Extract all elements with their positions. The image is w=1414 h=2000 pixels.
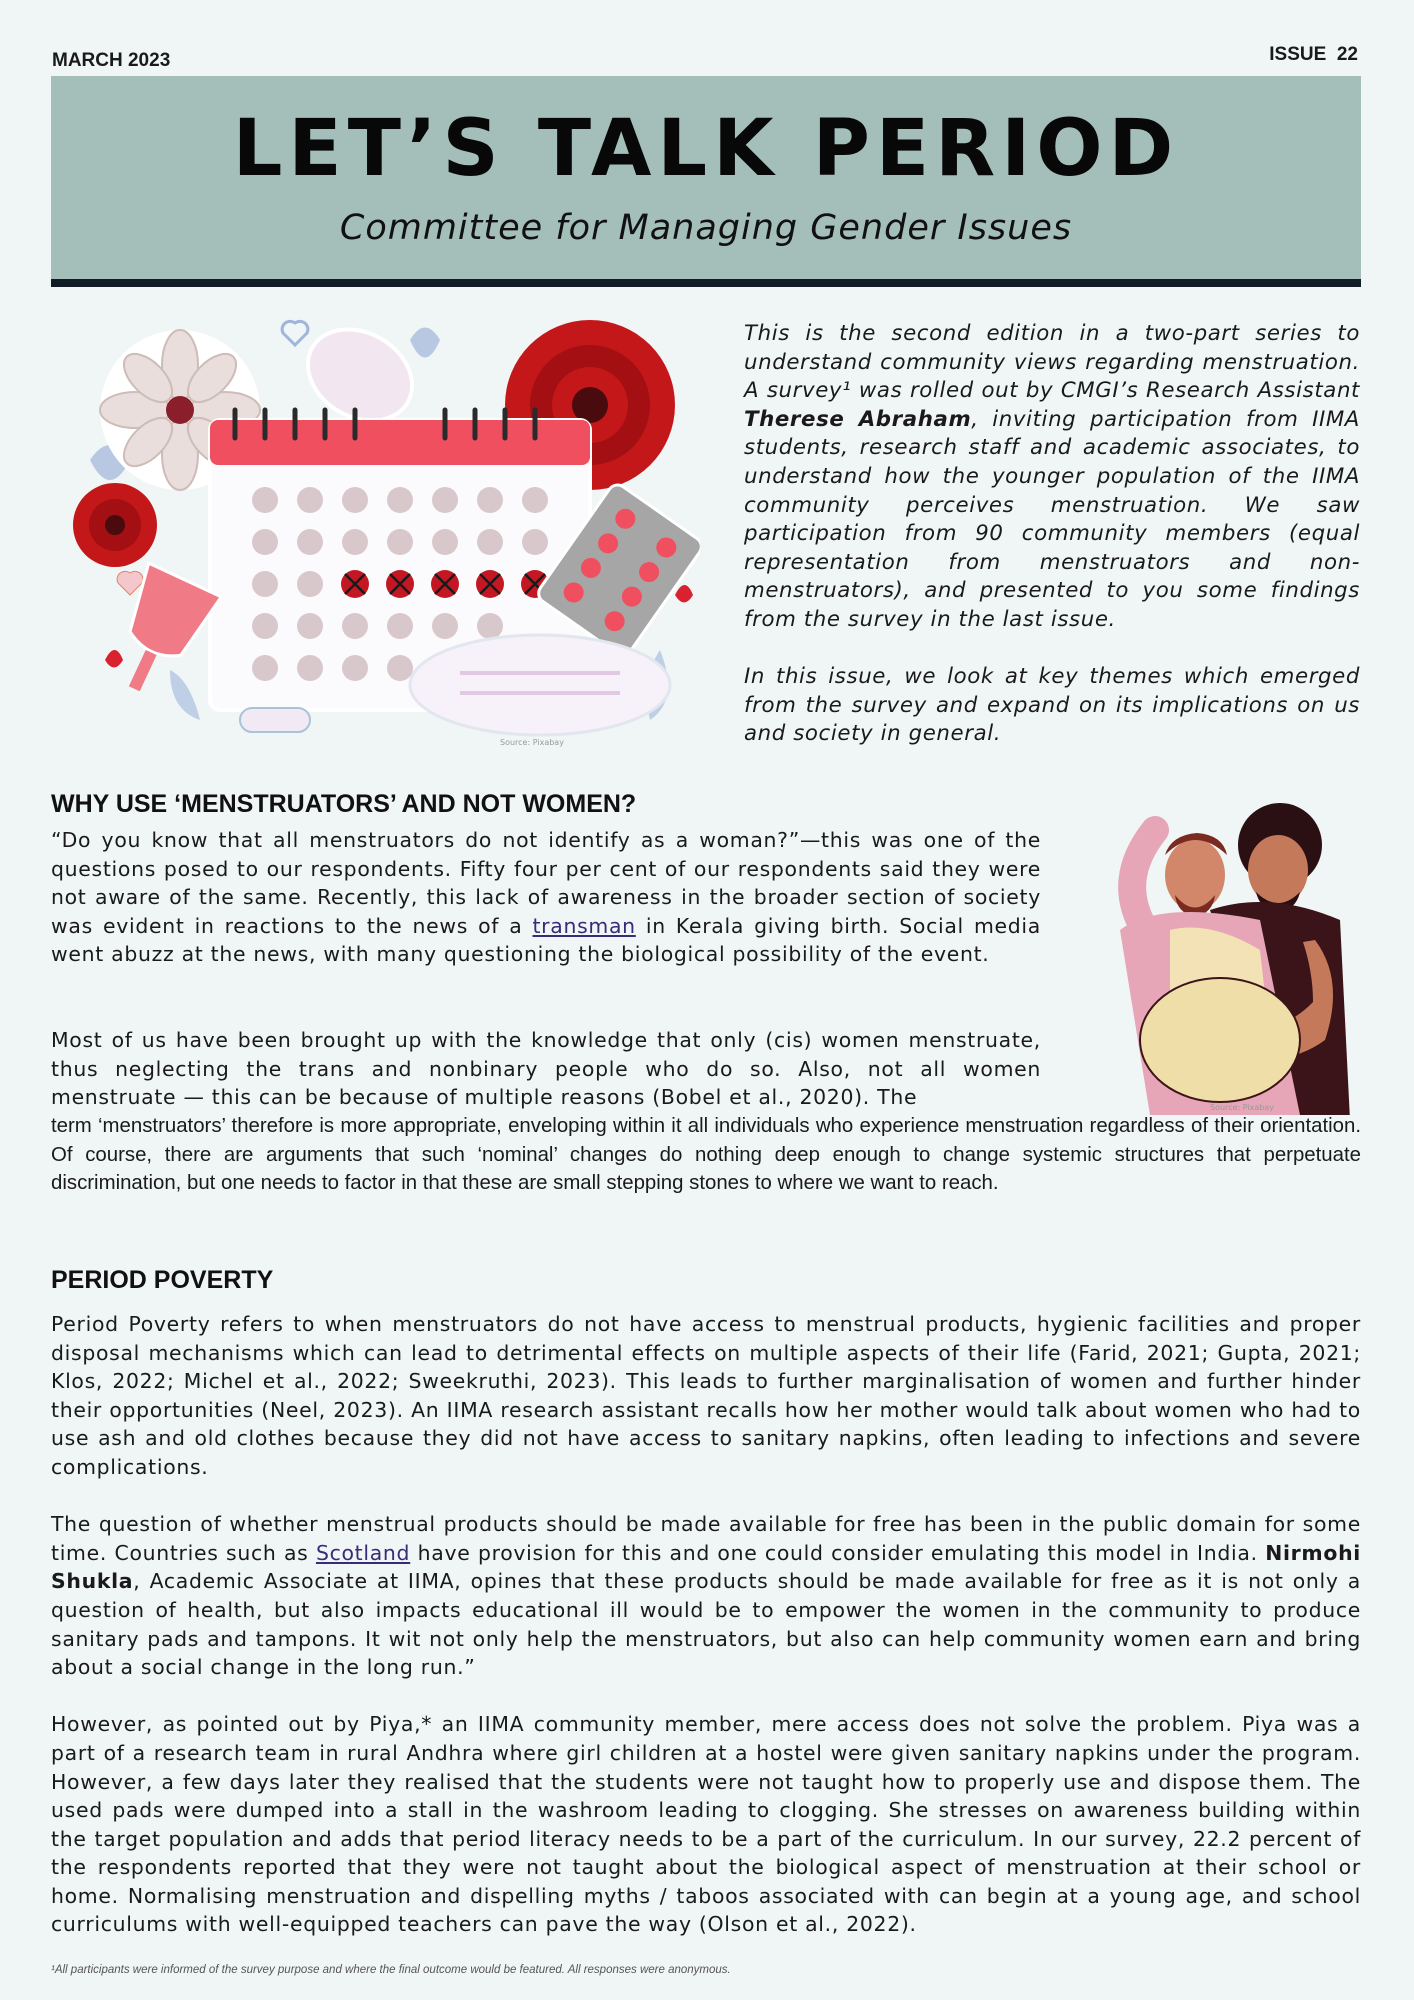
- menstruation-calendar-illustration: [60, 310, 700, 750]
- intro-text: [744, 320, 1360, 749]
- pregnant-transman-couple-illustration: [1060, 800, 1360, 1115]
- section2-paragraph-1: Period Poverty refers to when menstruators do not have access to menstrual products, hygienic facilities and proper disposal mechanisms which can lead to detrimental effects on multiple aspects of their life (Farid, 2021; Gupta, 2021; Klos, 2022; Michel et al., 2022; Sweekruthi, 2023). This leads to further marginalisation of women and further hinder their opportunities (Neel, 2023). An IIMA research assistant recalls how her mother would talk about women who had to use ash and old clothes because they did not have access to sanitary napkins, often leading to infections and severe complications.: [51, 1312, 1361, 1479]
- section2-paragraph-2: The question of whether menstrual products should be made available for free has been in the public domain for some time. Countries such as Scotland have provision for this and one could consider emulating this model in India. Nirmohi Shukla, Academic Associate at IIMA, opines that these products should be made available for free as it is not only a question of health, but also impacts educational ill would be to empower the women in the community to produce sanitary pads and tampons. It wit not only help the menstruators, but also can help community women earn and bring about a social change in the long run.”: [51, 1512, 1361, 1680]
- intro-paragraph-2: In this issue, we look at key themes which emerged from the survey and expand on its implications on us and society in general.: [744, 664, 1360, 747]
- researcher-name: Therese Abraham: [744, 406, 972, 432]
- footnote: ¹All participants were informed of the survey purpose and where the final outcome would be featured. All responses were anonymous.: [51, 1964, 731, 1976]
- section-heading-period-poverty: PERIOD POVERTY: [51, 1266, 274, 1294]
- section2-body: [51, 1310, 1361, 1939]
- section2-paragraph-3: However, as pointed out by Piya,* an IIMA community member, mere access does not solve the problem. Piya was a part of a research team in rural Andhra where girl children at a hostel were given sanitary napkins under the program. However, a few days later they realised that the students were not taught how to properly use and dispose them. The used pads were dumped into a stall in the washroom leading to clogging. She stresses on awareness building within the target population and adds that period literacy needs to be a part of the curriculum. In our survey, 22.2 percent of the respondents reported that they were not taught about the biological aspect of menstruation at their school or home. Normalising menstruation and dispelling myths / taboos associated with can begin at a young age, and school curriculums with well-equipped teachers can pave the way (Olson et al., 2022).: [51, 1712, 1361, 1937]
- couple-credit: Source: Pixabay: [1210, 1103, 1274, 1112]
- newsletter-subtitle: Committee for Managing Gender Issues: [339, 208, 1073, 248]
- top-line: [52, 44, 1362, 74]
- masthead: [51, 76, 1361, 287]
- scotland-link[interactable]: Scotland: [315, 1540, 411, 1565]
- transman-link[interactable]: transman: [532, 913, 636, 938]
- section1-paragraph-2-start: Most of us have been brought up with the knowledge that only (cis) women menstruate, thus neglecting the trans and nonbinary people who do so. Also, not all women menstruate — this can be because of multiple reasons (Bobel et al., 2020). The: [51, 1028, 1041, 1110]
- section-heading-menstruators: WHY USE ‘MENSTRUATORS’ AND NOT WOMEN?: [51, 790, 637, 818]
- quoted-person-name: Nirmohi Shukla: [51, 1540, 1361, 1594]
- issue-number: ISSUE 22: [1269, 44, 1358, 65]
- section1-paragraph-2-end: term ‘menstruators’ therefore is more appropriate, enveloping within it all individuals who experience menstruation regardless of their orientation. Of course, there are arguments that such ‘nominal’ changes do nothing deep enough to change systemic structures that perpetuate discrimination, but one needs to factor in that these are small stepping stones to where we want to reach.: [51, 1115, 1361, 1195]
- hero-credit: Source: Pixabay: [500, 738, 564, 747]
- newsletter-title: LET’S TALK PERIOD: [232, 104, 1180, 194]
- issue-date: MARCH 2023: [52, 50, 171, 71]
- section1-paragraph-1: “Do you know that all menstruators do not identify as a woman?”—this was one of the questions posed to our respondents. Fifty four per cent of our respondents said they were not aware of the same. Recently, this lack of awareness in the broader section of society was evident in reactions to the news of a transman in Kerala giving birth. Social media went abuzz at the news, with many questioning the biological possibility of the event.: [51, 828, 1041, 967]
- intro-paragraph-1: This is the second edition in a two-part series to understand community views regarding menstruation. A survey¹ was rolled out by CMGI’s Research Assistant Therese Abraham, inviting participation from IIMA students, research staff and academic associates, to understand how the younger population of the IIMA community perceives menstruation. We saw participation from 90 community members (equal representation from menstruators and non-menstruators), and presented to you some findings from the survey in the last issue.: [744, 321, 1360, 632]
